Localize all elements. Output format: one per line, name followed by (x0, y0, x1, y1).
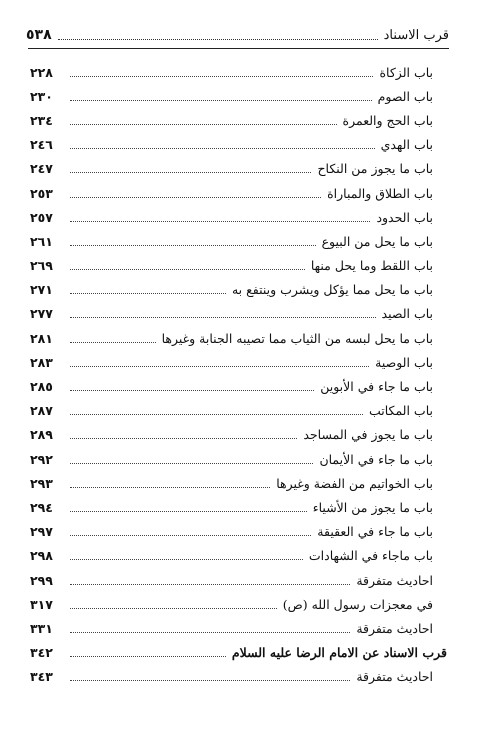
toc-entry-title: باب الحج والعمرة (342, 112, 433, 128)
leader-dots (70, 221, 370, 222)
leader-dots (70, 76, 373, 77)
leader-dots (70, 197, 321, 198)
toc-entry-title: باب الصيد (381, 306, 433, 322)
toc-entry-page: ٢٨٧ (30, 403, 53, 419)
toc-entry (30, 229, 447, 253)
toc-entry-page: ٢٤٦ (30, 137, 53, 153)
leader-dots (70, 390, 314, 391)
toc-entry (30, 592, 447, 616)
toc-entry-page: ٢٩٧ (30, 524, 53, 540)
toc-entry (30, 665, 447, 689)
leader-dots (70, 680, 350, 681)
toc-entry-page: ٣٤٣ (30, 669, 53, 685)
toc-entry-title: باب ما يجوز من الأشياء (312, 499, 433, 515)
toc-entry-title: باب ما جاء في الأبوين (320, 379, 433, 395)
leader-dots (70, 559, 303, 560)
leader-dots (70, 535, 311, 536)
toc-entry-title: باب الطلاق والمباراة (327, 185, 433, 201)
toc-entry-page: ٢٩٩ (30, 572, 53, 588)
toc-entry (30, 205, 447, 229)
toc-entry-title: باب ما يحل مما يؤكل ويشرب وينتفع به (231, 282, 433, 298)
toc-entry-title: باب ما يحل من البيوع (321, 233, 433, 249)
toc-entry (30, 133, 447, 157)
leader-dots (70, 124, 337, 125)
leader-dots (70, 608, 277, 609)
page-header (26, 24, 449, 46)
toc-entry (30, 641, 447, 665)
toc-entry (30, 447, 447, 471)
toc-entry (30, 278, 447, 302)
toc-entry (30, 350, 447, 374)
leader-dots (70, 632, 350, 633)
leader-dots (70, 342, 156, 343)
leader-dots (70, 656, 226, 657)
toc-entry (30, 495, 447, 519)
toc-entry-page: ٢٩٣ (30, 475, 53, 491)
toc-entry-title: باب ما يحل لبسه من الثياب مما تصيبه الجنابة وغيرها (161, 330, 433, 346)
toc-entry-title: باب ما جاء في الأيمان (319, 451, 433, 467)
toc-entry (30, 616, 447, 640)
toc-entry-page: ٢٨١ (30, 330, 53, 346)
toc-entry-title: باب الصوم (377, 88, 433, 104)
leader-dots (70, 245, 316, 246)
toc-entry-page: ٣٣١ (30, 620, 53, 636)
toc-entry (30, 108, 447, 132)
toc-entry-page: ٢٧٧ (30, 306, 53, 322)
toc-entry-page: ٢٧١ (30, 282, 53, 298)
toc-entry-page: ٢٨٣ (30, 354, 53, 370)
toc-entry-title: احاديث متفرقة (356, 572, 433, 588)
toc-entry-page: ٢٢٨ (30, 64, 53, 80)
toc-entry-title: باب ما يجوز من النكاح (317, 161, 433, 177)
page-number: ٥٣٨ (26, 27, 52, 43)
toc-entry-title: قرب الاسناد عن الامام الرضا عليه السلام (231, 645, 447, 661)
toc-entry-page: ٢٩٢ (30, 451, 53, 467)
toc-entry (30, 520, 447, 544)
toc-entry (30, 568, 447, 592)
toc-entry-title: باب المكاتب (368, 403, 433, 419)
leader-dots (70, 511, 307, 512)
toc-entry (30, 181, 447, 205)
header-rule (28, 48, 449, 49)
toc-entry-page: ٢٩٤ (30, 499, 53, 515)
toc-entry-page: ٢٥٧ (30, 209, 53, 225)
leader-dots (70, 269, 305, 270)
toc-entry-title: باب الزكاة (379, 64, 433, 80)
toc-entry-page: ٢٨٩ (30, 427, 53, 443)
toc-entry-page: ٢٦٩ (30, 258, 53, 274)
toc-entry (30, 302, 447, 326)
leader-dots (70, 148, 375, 149)
leader-dots (70, 317, 376, 318)
toc-entry-title: باب الهدي (380, 137, 433, 153)
leader-dots (70, 293, 226, 294)
leader-dots (70, 366, 369, 367)
toc-entry-page: ٣٤٢ (30, 645, 53, 661)
toc-entry-title: باب ماجاء في الشهادات (308, 548, 433, 564)
leader-dots (70, 438, 297, 439)
toc-entry-page: ٢٦١ (30, 233, 53, 249)
toc-entry (30, 423, 447, 447)
toc-entry-page: ٢٣٤ (30, 112, 53, 128)
toc-entry-title: احاديث متفرقة (356, 669, 433, 685)
toc-entry-page: ٢٩٨ (30, 548, 53, 564)
leader-dots (70, 463, 313, 464)
leader-dots (70, 172, 311, 173)
leader-dots (70, 487, 270, 488)
toc-entry-page: ٣١٧ (30, 596, 53, 612)
running-title: قرب الاسناد (383, 27, 449, 43)
toc-entry (30, 84, 447, 108)
toc-entry-title: باب الوصية (375, 354, 433, 370)
leader-dots (70, 584, 350, 585)
toc-entry-page: ٢٥٣ (30, 185, 53, 201)
toc-entry-title: باب الحدود (376, 209, 433, 225)
toc-entry (30, 60, 447, 84)
toc-entry-page: ٢٨٥ (30, 379, 53, 395)
header-leader-dots (58, 39, 378, 40)
toc-entry (30, 326, 447, 350)
toc-entry (30, 157, 447, 181)
toc-entry-title: في معجزات رسول الله (ص) (282, 596, 433, 612)
toc-entry (30, 374, 447, 398)
toc-entry-title: باب اللقط وما يحل منها (310, 258, 433, 274)
toc-entry (30, 254, 447, 278)
table-of-contents (30, 60, 447, 689)
leader-dots (70, 414, 363, 415)
toc-entry (30, 399, 447, 423)
toc-entry-title: باب ما يجوز في المساجد (303, 427, 433, 443)
toc-entry-page: ٢٣٠ (30, 88, 53, 104)
toc-entry-title: باب ما جاء في العقيقة (317, 524, 433, 540)
toc-entry-title: احاديث متفرقة (356, 620, 433, 636)
leader-dots (70, 100, 372, 101)
toc-entry-title: باب الخواتيم من الفضة وغيرها (276, 475, 433, 491)
toc-entry (30, 544, 447, 568)
toc-entry-page: ٢٤٧ (30, 161, 53, 177)
toc-entry (30, 471, 447, 495)
